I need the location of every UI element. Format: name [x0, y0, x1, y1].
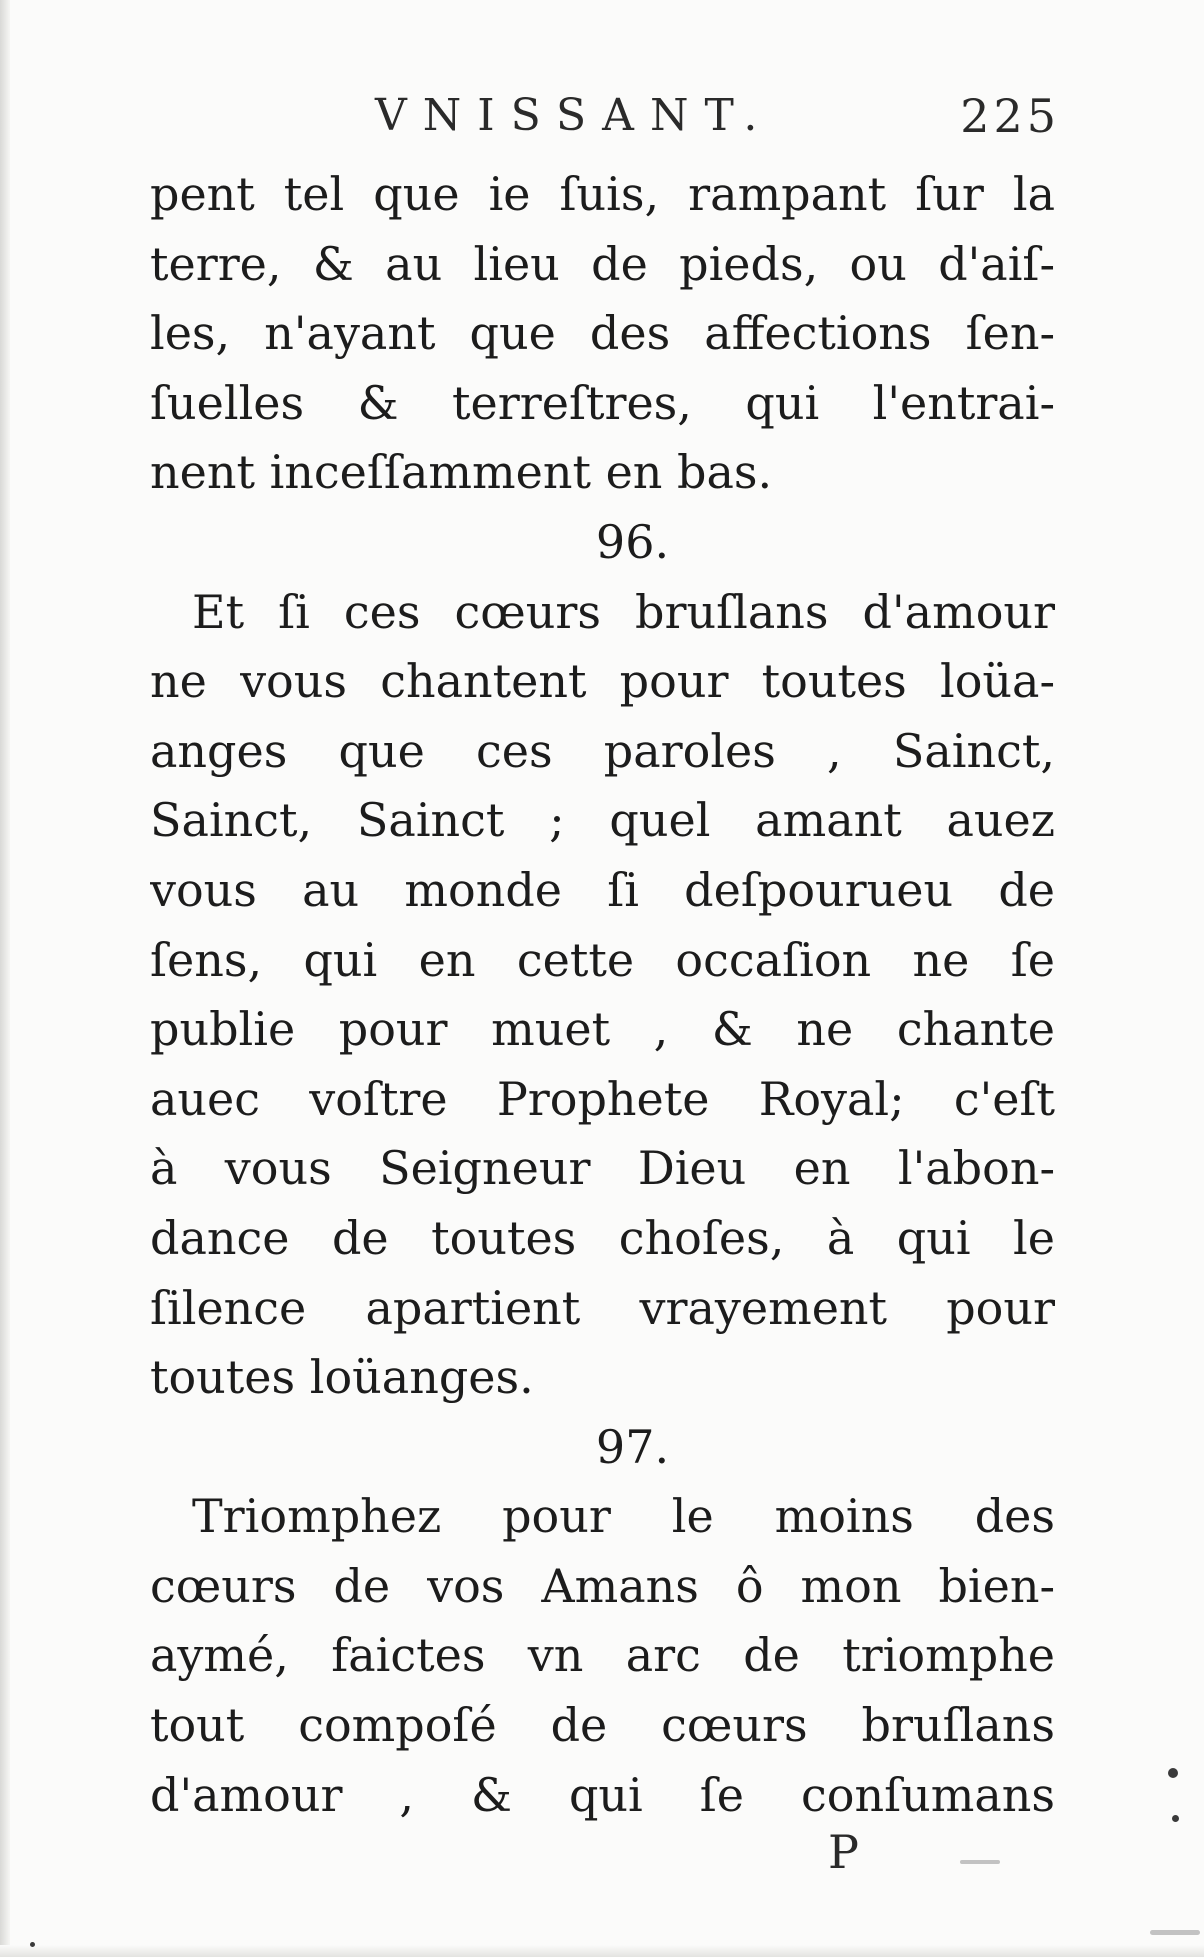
text-line: tout compoſé de cœurs bruſlans	[150, 1698, 1055, 1753]
paragraph-first-line: Et ſi ces cœurs bruſlans d'amour	[192, 584, 1055, 639]
text-line: ſilence apartient vrayement pour	[150, 1280, 1055, 1335]
body-text	[150, 160, 1055, 1830]
text-line: publie pour muet , & ne chante	[150, 1002, 1055, 1057]
text-line: aymé, faictes vn arc de triomphe	[150, 1628, 1055, 1683]
text-line: nent inceſſamment en bas.	[150, 445, 773, 500]
ink-speck	[30, 1942, 35, 1947]
text-line: ne vous chantent pour toutes loüa-	[150, 654, 1055, 709]
ink-speck	[1168, 1768, 1178, 1778]
page-header	[140, 86, 1060, 146]
text-line: toutes loüanges.	[150, 1350, 534, 1405]
text-line: auec voſtre Prophete Royal; c'eſt	[150, 1071, 1055, 1126]
text-line: les, n'ayant que des affections ſen-	[150, 306, 1055, 361]
text-line: vous au monde ſi deſpourueu de	[150, 862, 1055, 917]
text-line: d'amour , & qui ſe conſumans	[150, 1767, 1055, 1822]
running-head: VNISSANT.	[375, 90, 774, 141]
section-number-97: 97.	[595, 1419, 670, 1474]
section-number-96: 96.	[595, 514, 670, 569]
text-line: terre, & au lieu de pieds, ou d'aiſ-	[150, 236, 1055, 291]
text-line: dance de toutes choſes, à qui le	[150, 1210, 1055, 1265]
text-line: ſuelles & terreſtres, qui l'entrai-	[150, 375, 1055, 430]
page-scuff-mark	[1150, 1930, 1200, 1935]
text-line: à vous Seigneur Dieu en l'abon-	[150, 1141, 1055, 1196]
text-line: cœurs de vos Amans ô mon bien-	[150, 1558, 1055, 1613]
paragraph-first-line: Triomphez pour le moins des	[192, 1489, 1055, 1544]
text-line: ſens, qui en cette occaſion ne ſe	[150, 932, 1055, 987]
text-line: Sainct, Sainct ; quel amant auez	[150, 793, 1055, 848]
text-line: anges que ces paroles , Sainct,	[150, 723, 1055, 778]
signature-mark: P	[828, 1825, 859, 1879]
page-left-edge-shadow	[0, 0, 10, 1957]
page-bottom-edge-shadow	[0, 1945, 1204, 1957]
page-number: 225	[960, 89, 1060, 143]
page-scuff-mark	[960, 1860, 1000, 1864]
ink-speck	[1172, 1815, 1179, 1822]
text-line: pent tel que ie ſuis, rampant ſur la	[150, 167, 1055, 221]
